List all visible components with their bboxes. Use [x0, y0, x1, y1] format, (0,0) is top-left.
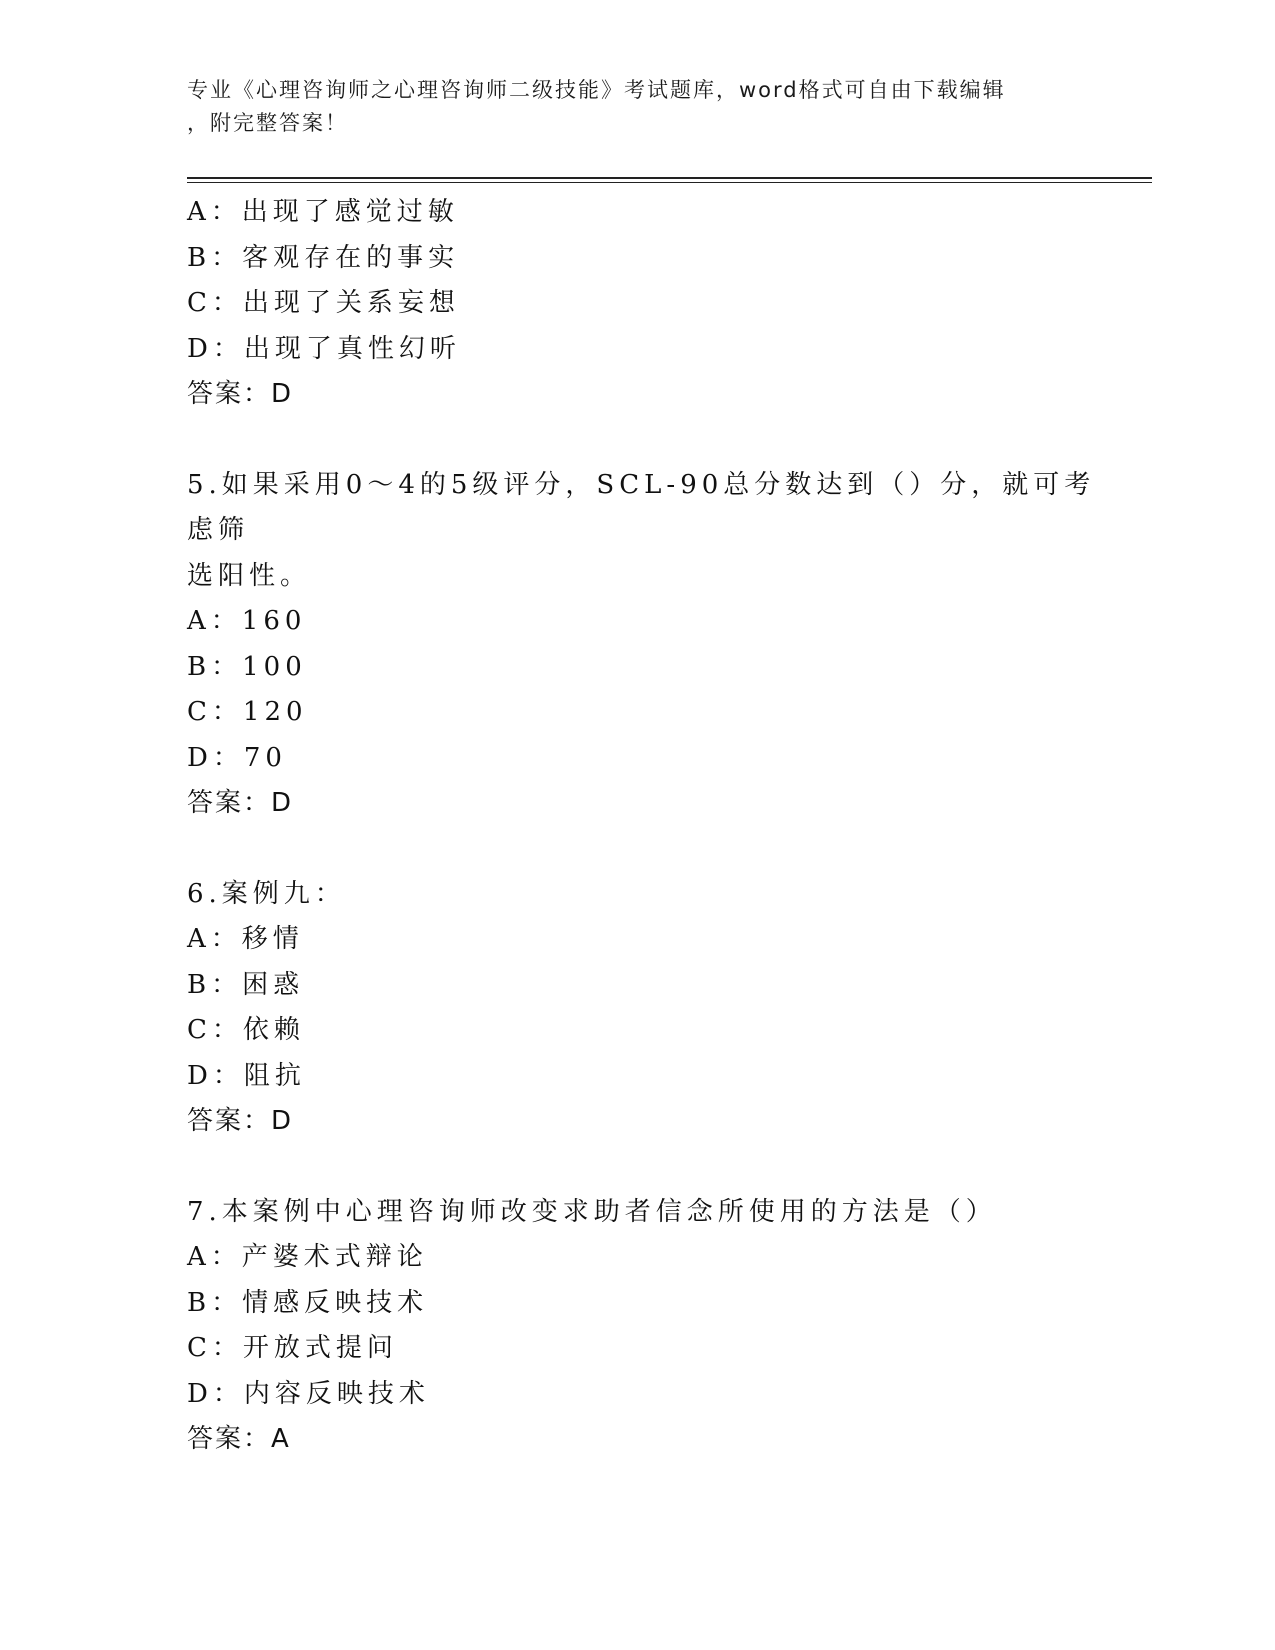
- option-d: D：出现了真性幻听: [187, 333, 461, 364]
- option-b: B：情感反映技术: [187, 1287, 429, 1318]
- option-a: A：移情: [187, 924, 304, 954]
- question-stem: 5.如果采用0～4的5级评分，SCL-90总分数达到（）分，就可考虑筛 选阳性。: [187, 469, 1096, 591]
- option-a: A：160: [187, 606, 307, 636]
- option-a: A：出现了感觉过敏: [187, 197, 459, 227]
- header-title-line1: 专业《心理咨询师之心理咨询师二级技能》考试题库，word格式可自由下载编辑: [187, 78, 1006, 102]
- option-b: B：100: [187, 651, 307, 682]
- option-d: D：阻抗: [187, 1060, 306, 1091]
- option-a: A：产婆术式辩论: [187, 1242, 428, 1272]
- document-body: [187, 190, 1107, 1463]
- option-b: B：客观存在的事实: [187, 242, 460, 273]
- question-6: [187, 872, 1107, 1145]
- answer-text: 答案：A: [187, 1424, 291, 1454]
- header-title-line2: ，附完整答案！: [187, 111, 348, 135]
- option-c: C：120: [187, 697, 308, 727]
- question-7: [187, 1190, 1107, 1463]
- option-d: D：内容反映技术: [187, 1378, 430, 1409]
- option-b: B：困惑: [187, 969, 305, 1000]
- option-c: C：出现了关系妄想: [187, 288, 460, 318]
- option-d: D：70: [187, 742, 287, 773]
- question-stem: 7.本案例中心理咨询师改变求助者信念所使用的方法是（）: [187, 1196, 997, 1227]
- page-header: [187, 74, 1087, 140]
- answer-text: 答案：D: [187, 1106, 294, 1136]
- option-c: C：依赖: [187, 1015, 305, 1045]
- question-stem: 6.案例九：: [187, 878, 346, 909]
- question-4: [187, 190, 1107, 418]
- answer-text: 答案：D: [187, 379, 294, 409]
- question-5: [187, 463, 1107, 827]
- answer-text: 答案：D: [187, 788, 294, 818]
- option-c: C：开放式提问: [187, 1333, 398, 1363]
- header-divider: [187, 177, 1152, 183]
